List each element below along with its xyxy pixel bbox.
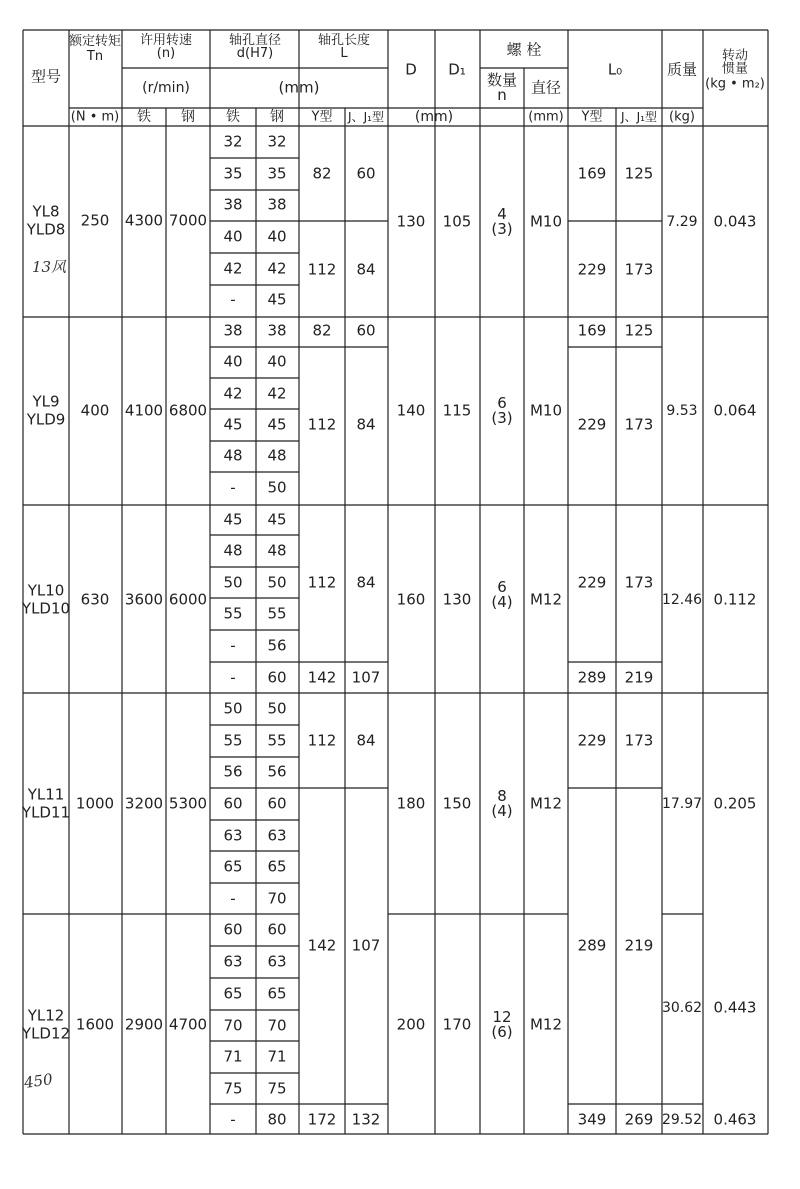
- bolt-qty-cell: 6 (3): [491, 394, 513, 427]
- bore-steel: 70: [267, 889, 287, 908]
- bore-steel: 55: [267, 604, 287, 623]
- l0-j: 269: [624, 1110, 654, 1129]
- l0-y: 349: [577, 1110, 607, 1129]
- bore-iron: 75: [223, 1079, 243, 1098]
- bolt-qty-cell: 8 (4): [491, 787, 513, 820]
- inertia-cell: 0.043: [713, 212, 757, 231]
- bolt-qty-cell: 4 (3): [491, 205, 513, 238]
- len-j: 132: [351, 1110, 381, 1129]
- bore-iron: 38: [223, 195, 243, 214]
- bore-iron: 45: [223, 415, 243, 434]
- bore-iron: 40: [223, 227, 243, 246]
- bore-steel: 65: [267, 984, 287, 1003]
- len-j: 84: [356, 415, 376, 434]
- bore-iron: 38: [223, 321, 243, 340]
- D1-cell: 170: [442, 1015, 472, 1034]
- bore-steel: 55: [267, 731, 287, 750]
- bore-steel: 45: [267, 415, 287, 434]
- len-y: 142: [307, 936, 337, 955]
- bore-steel: 35: [267, 164, 287, 183]
- bore-iron: 71: [223, 1047, 243, 1066]
- header-bolt-qty: 数量 n: [486, 71, 518, 104]
- bore-steel: 60: [267, 668, 287, 687]
- bore-iron: 50: [223, 699, 243, 718]
- l0-j: 173: [624, 731, 654, 750]
- l0-j: 173: [624, 415, 654, 434]
- mass-cell: 30.62: [661, 1000, 703, 1016]
- mass-cell: 29.52: [661, 1112, 703, 1128]
- bore-iron: 63: [223, 826, 243, 845]
- D-cell: 180: [396, 794, 426, 813]
- header-mass: 质量: [666, 60, 698, 79]
- header-speed: 许用转速 (n): [139, 33, 193, 61]
- bore-iron: 65: [223, 857, 243, 876]
- bore-iron: 42: [223, 384, 243, 403]
- inertia-cell: 0.112: [713, 590, 757, 609]
- len-y: 82: [312, 321, 332, 340]
- bolt-dia-cell: M12: [529, 794, 563, 813]
- bore-iron: 42: [223, 259, 243, 278]
- bore-iron: 70: [223, 1016, 243, 1035]
- bore-steel: 71: [267, 1047, 287, 1066]
- sub-l0-j: J、J₁型: [621, 110, 657, 124]
- torque-cell: 400: [80, 401, 110, 420]
- bore-steel: 38: [267, 321, 287, 340]
- bore-steel: 45: [267, 510, 287, 529]
- sub-bolt-unit: (mm): [528, 109, 564, 125]
- inertia-cell: 0.463: [713, 1110, 757, 1129]
- speed-iron-cell: 2900: [124, 1015, 164, 1034]
- speed-steel-cell: 6800: [168, 401, 208, 420]
- bore-steel: 40: [267, 227, 287, 246]
- mass-cell: 12.46: [661, 592, 703, 608]
- header-model: 型号: [30, 67, 62, 86]
- speed-iron-cell: 4300: [124, 211, 164, 230]
- len-j: 84: [356, 573, 376, 592]
- len-y: 112: [307, 731, 337, 750]
- l0-y: 229: [577, 731, 607, 750]
- len-j: 84: [356, 260, 376, 279]
- sub-bore-steel: 钢: [270, 109, 284, 125]
- sub-bore-iron: 铁: [226, 109, 240, 125]
- bore-steel: 50: [267, 699, 287, 718]
- header-inertia: 转动 惯量 (kg • m₂): [705, 48, 765, 92]
- bore-iron: 35: [223, 164, 243, 183]
- bore-steel: 42: [267, 259, 287, 278]
- len-j: 107: [351, 668, 381, 687]
- bore-steel: 48: [267, 541, 287, 560]
- bore-steel: 80: [267, 1110, 287, 1129]
- model-cell: YL12 YLD12: [21, 1006, 71, 1043]
- header-bolt-dia: 直径: [530, 78, 562, 97]
- bore-steel: 75: [267, 1079, 287, 1098]
- len-y: 82: [312, 164, 332, 183]
- l0-y: 289: [577, 936, 607, 955]
- len-y: 112: [307, 573, 337, 592]
- bolt-dia-cell: M12: [529, 590, 563, 609]
- bore-steel: 32: [267, 132, 287, 151]
- speed-iron-cell: 3600: [124, 590, 164, 609]
- sub-speed-iron: 铁: [137, 109, 151, 125]
- l0-j: 125: [624, 164, 654, 183]
- D1-cell: 105: [442, 212, 472, 231]
- sub-l0-y: Y型: [581, 109, 603, 125]
- bore-iron: 55: [223, 604, 243, 623]
- bore-steel: 70: [267, 1016, 287, 1035]
- mass-cell: 9.53: [666, 403, 698, 419]
- bore-steel: 56: [267, 762, 287, 781]
- l0-j: 173: [624, 573, 654, 592]
- bore-iron: -: [230, 636, 236, 655]
- sub-len-j: J、J₁型: [348, 110, 384, 124]
- bore-steel: 56: [267, 636, 287, 655]
- speed-iron-cell: 3200: [124, 794, 164, 813]
- bore-iron: -: [230, 290, 236, 309]
- bore-steel: 60: [267, 920, 287, 939]
- l0-j: 173: [624, 260, 654, 279]
- header-mm-unit: (mm): [278, 78, 320, 97]
- l0-y: 229: [577, 573, 607, 592]
- D-cell: 140: [396, 401, 426, 420]
- bore-iron: 48: [223, 446, 243, 465]
- l0-j: 125: [624, 321, 654, 340]
- bore-iron: 45: [223, 510, 243, 529]
- bore-steel: 45: [267, 290, 287, 309]
- bore-iron: 56: [223, 762, 243, 781]
- torque-cell: 250: [80, 211, 110, 230]
- len-j: 107: [351, 936, 381, 955]
- mass-cell: 17.97: [661, 796, 703, 812]
- model-cell: YL11 YLD11: [21, 785, 71, 822]
- len-j: 84: [356, 731, 376, 750]
- header-D1: D₁: [448, 60, 466, 79]
- D1-cell: 130: [442, 590, 472, 609]
- bolt-qty-cell: 6 (4): [491, 578, 513, 611]
- model-cell: YL8 YLD8: [26, 202, 66, 239]
- bore-steel: 42: [267, 384, 287, 403]
- len-y: 112: [307, 415, 337, 434]
- sub-len-y: Y型: [311, 109, 333, 125]
- speed-steel-cell: 4700: [168, 1015, 208, 1034]
- l0-y: 289: [577, 668, 607, 687]
- torque-cell: 1600: [75, 1015, 115, 1034]
- bore-iron: 48: [223, 541, 243, 560]
- bore-iron: -: [230, 668, 236, 687]
- l0-y: 169: [577, 321, 607, 340]
- len-y: 142: [307, 668, 337, 687]
- bore-iron: 60: [223, 794, 243, 813]
- model-cell: YL9 YLD9: [26, 392, 66, 429]
- header-bore-length: 轴孔长度 L: [317, 33, 371, 61]
- sub-kg-unit: (kg): [669, 109, 695, 125]
- bore-steel: 40: [267, 352, 287, 371]
- sub-speed-steel: 钢: [181, 109, 195, 125]
- model-cell: YL10 YLD10: [21, 581, 71, 618]
- inertia-cell: 0.443: [713, 998, 757, 1017]
- l0-j: 219: [624, 936, 654, 955]
- l0-y: 229: [577, 415, 607, 434]
- header-bolt: 螺 栓: [506, 40, 542, 59]
- l0-j: 219: [624, 668, 654, 687]
- bore-steel: 50: [267, 573, 287, 592]
- torque-cell: 630: [80, 590, 110, 609]
- D1-cell: 150: [442, 794, 472, 813]
- bore-steel: 38: [267, 195, 287, 214]
- len-y: 172: [307, 1110, 337, 1129]
- l0-y: 229: [577, 260, 607, 279]
- bore-iron: 60: [223, 920, 243, 939]
- len-y: 112: [307, 260, 337, 279]
- header-speed-unit: (r/min): [142, 80, 190, 96]
- bore-iron: 65: [223, 984, 243, 1003]
- D1-cell: 115: [442, 401, 472, 420]
- bolt-qty-cell: 12 (6): [491, 1008, 513, 1041]
- bolt-dia-cell: M10: [529, 212, 563, 231]
- l0-y: 169: [577, 164, 607, 183]
- speed-iron-cell: 4100: [124, 401, 164, 420]
- handwritten-note: 13风: [32, 258, 67, 276]
- header-bore: 轴孔直径 d(H7): [228, 33, 282, 61]
- inertia-cell: 0.205: [713, 794, 757, 813]
- bore-steel: 65: [267, 857, 287, 876]
- speed-steel-cell: 7000: [168, 211, 208, 230]
- bore-steel: 50: [267, 478, 287, 497]
- header-torque: 额定转矩 Tn: [68, 34, 122, 64]
- torque-cell: 1000: [75, 794, 115, 813]
- sub-D-unit: (mm): [414, 109, 454, 125]
- header-L0: L₀: [607, 60, 623, 79]
- bore-iron: -: [230, 478, 236, 497]
- D-cell: 160: [396, 590, 426, 609]
- speed-steel-cell: 5300: [168, 794, 208, 813]
- bore-steel: 63: [267, 952, 287, 971]
- bolt-dia-cell: M12: [529, 1015, 563, 1034]
- handwritten-note: 450: [22, 1070, 54, 1092]
- bolt-dia-cell: M10: [529, 401, 563, 420]
- D-cell: 200: [396, 1015, 426, 1034]
- bore-iron: 63: [223, 952, 243, 971]
- bore-iron: 32: [223, 132, 243, 151]
- inertia-cell: 0.064: [713, 401, 757, 420]
- D-cell: 130: [396, 212, 426, 231]
- bore-steel: 60: [267, 794, 287, 813]
- bore-iron: -: [230, 1110, 236, 1129]
- bore-steel: 63: [267, 826, 287, 845]
- bore-iron: -: [230, 889, 236, 908]
- len-j: 60: [356, 164, 376, 183]
- speed-steel-cell: 6000: [168, 590, 208, 609]
- bore-steel: 48: [267, 446, 287, 465]
- header-D: D: [405, 60, 417, 79]
- unit-torque: (N • m): [70, 109, 120, 125]
- bore-iron: 50: [223, 573, 243, 592]
- mass-cell: 7.29: [666, 214, 698, 230]
- bore-iron: 40: [223, 352, 243, 371]
- bore-iron: 55: [223, 731, 243, 750]
- len-j: 60: [356, 321, 376, 340]
